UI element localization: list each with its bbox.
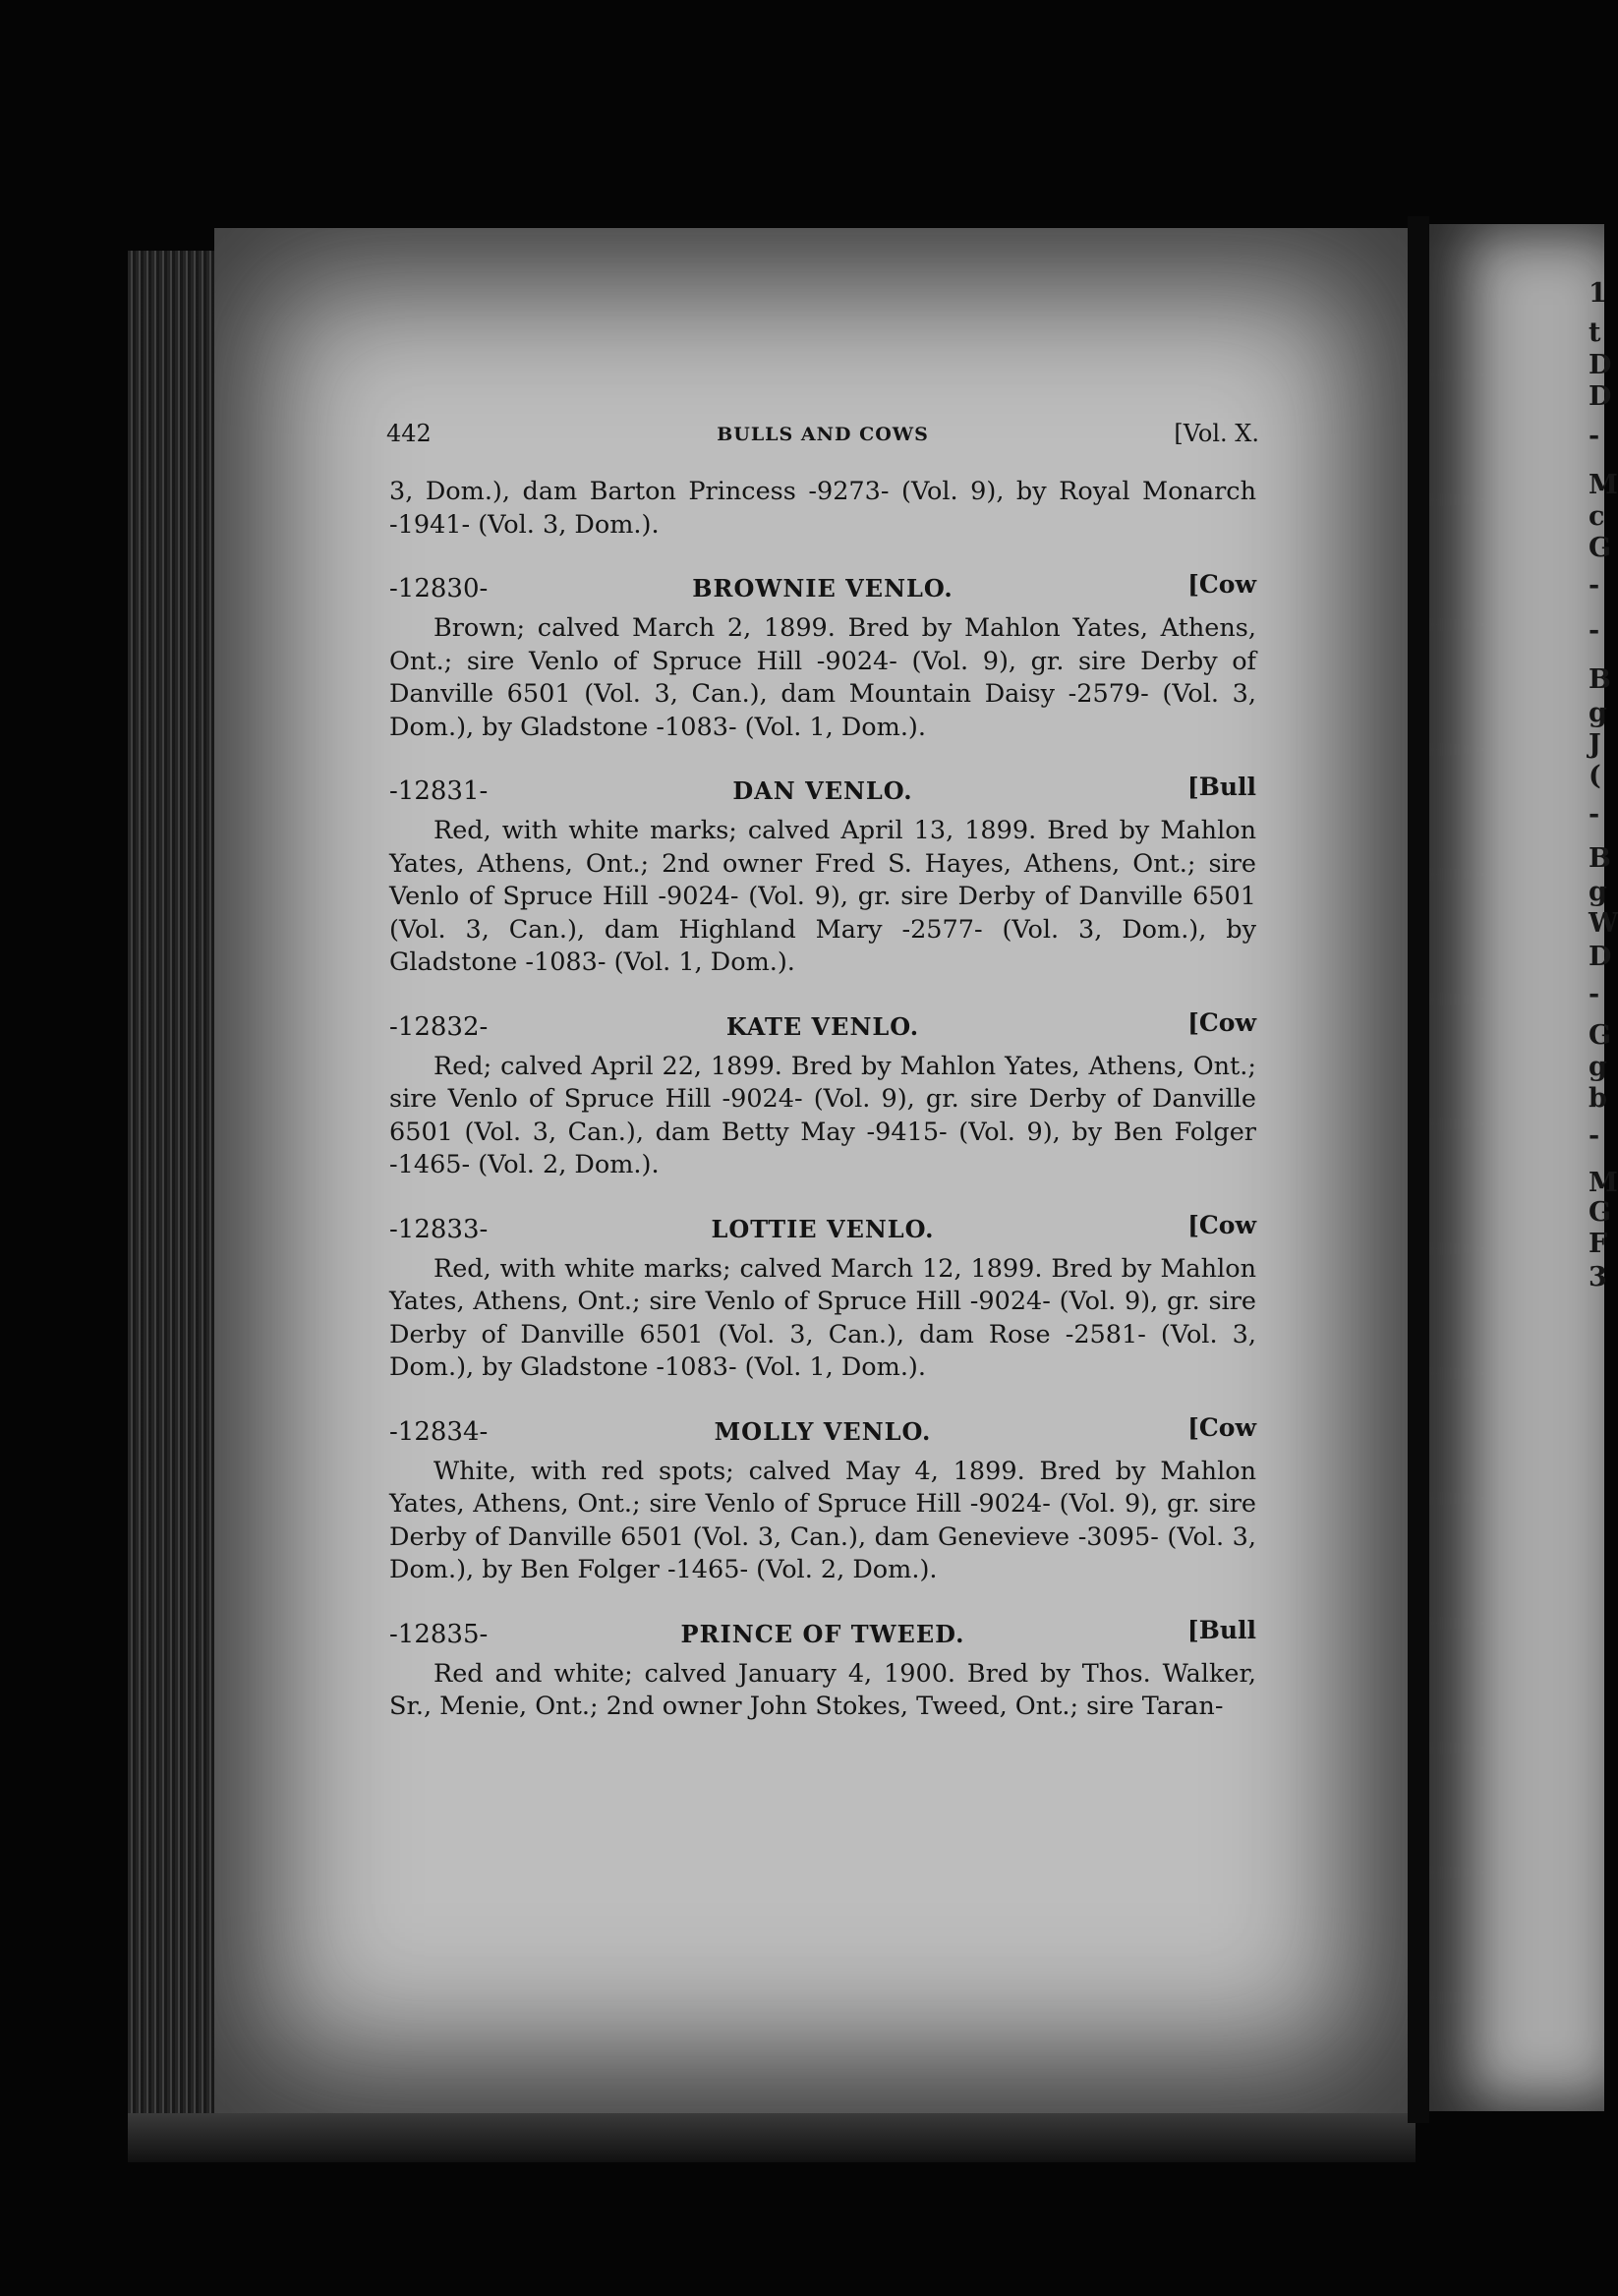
facing-fragment: D (1589, 942, 1612, 972)
sex-label: [Cow (1187, 570, 1256, 599)
facing-fragment: G (1589, 533, 1612, 563)
entry-heading (389, 1007, 1256, 1047)
facing-fragment: - (1589, 1120, 1600, 1151)
animal-name: BROWNIE VENLO. (692, 574, 953, 603)
entry-description: Red, with white marks; calved April 13, 1899. Bred by Mahlon Yates, Athens, Ont.; 2nd owner Fred S. Hayes, Athens, Ont.; sire Venlo of Spruce Hill -9024- (Vol. 9), gr. sire Derby of Danville 6501 (Vol. 3, Can.), dam Highland Mary -2577- (Vol. 3, Dom.), by Gladstone -1083- (Vol. 1, Dom.). (389, 816, 1256, 977)
registry-entry (389, 1007, 1256, 1182)
facing-fragment: B (1589, 843, 1611, 874)
page-number: 442 (386, 420, 432, 447)
registry-entry (389, 1210, 1256, 1385)
registry-entry (389, 569, 1256, 744)
sex-label: [Cow (1187, 1210, 1256, 1239)
facing-fragment: M (1589, 1168, 1618, 1198)
sex-label: [Bull (1186, 1615, 1256, 1644)
animal-name: KATE VENLO. (725, 1011, 920, 1041)
entry-heading (389, 1210, 1256, 1249)
registry-number: -12831- (389, 776, 489, 806)
entry-heading (389, 569, 1256, 608)
entry-description: White, with red spots; calved May 4, 1899. Bred by Mahlon Yates, Athens, Ont.; sire Venlo of Spruce Hill -9024- (Vol. 9), gr. sire Derby of Danville 6501 (Vol. 3, Can.), dam Genevieve -3095- (Vol. 3, Dom.), by Ben Folger -1465- (Vol. 2, Dom.). (389, 1456, 1256, 1584)
entry-description: Red, with white marks; calved March 12, 1899. Bred by Mahlon Yates, Athens, Ont.; sire Venlo of Spruce Hill -9024- (Vol. 9), gr. sire Derby of Danville 6501 (Vol. 3, Can.), dam Rose -2581- (Vol. 3, Dom.), by Gladstone -1083- (Vol. 1, Dom.). (389, 1253, 1256, 1382)
animal-name: MOLLY VENLO. (714, 1416, 932, 1446)
facing-fragment: - (1589, 421, 1600, 451)
running-header (386, 420, 1259, 459)
facing-fragment: g (1589, 1052, 1607, 1082)
book-bottom-edge (128, 2113, 1416, 2162)
registry-number: -12830- (389, 574, 489, 603)
facing-fragment: J (1589, 729, 1601, 760)
registry-number: -12834- (389, 1416, 489, 1447)
facing-fragment: - (1589, 570, 1600, 601)
entry-description: Brown; calved March 2, 1899. Bred by Mahlon Yates, Athens, Ont.; sire Venlo of Spruce Hill -9024- (Vol. 9), gr. sire Derby of Danville 6501 (Vol. 3, Can.), dam Mountain Daisy -2579- (Vol. 3, Dom.), by Gladstone -1083- (Vol. 1, Dom.). (389, 613, 1256, 742)
entry-list (389, 569, 1256, 1724)
facing-fragment: - (1589, 979, 1600, 1009)
registry-entry (389, 1412, 1256, 1587)
facing-fragment: ( (1589, 761, 1601, 791)
facing-fragment: - (1589, 799, 1600, 830)
sex-label: [Cow (1187, 1007, 1256, 1037)
left-page (214, 228, 1409, 2113)
book-page-edges (128, 251, 221, 2113)
facing-fragment: G (1589, 1020, 1612, 1051)
facing-fragment: G (1589, 1197, 1612, 1228)
animal-name: DAN VENLO. (732, 776, 913, 805)
facing-page (1429, 224, 1618, 2111)
page-body (389, 476, 1256, 1724)
facing-fragment: g (1589, 877, 1607, 907)
facing-fragment: 3 (1589, 1262, 1607, 1292)
entry-description: Red; calved April 22, 1899. Bred by Mahlon Yates, Athens, Ont.; sire Venlo of Spruce Hill -9024- (Vol. 9), gr. sire Derby of Danville 6501 (Vol. 3, Can.), dam Betty May -9415- (Vol. 9), by Ben Folger -1465- (Vol. 2, Dom.). (389, 1051, 1256, 1179)
facing-fragment: W (1589, 908, 1618, 939)
registry-entry (389, 772, 1256, 980)
volume-label: [Vol. X. (1174, 420, 1259, 447)
facing-fragment: M (1589, 470, 1618, 500)
registry-number: -12833- (389, 1214, 489, 1244)
sex-label: [Bull (1186, 773, 1256, 801)
animal-name: LOTTIE VENLO. (711, 1214, 935, 1243)
registry-number: -12835- (389, 1619, 489, 1649)
entry-heading (389, 1615, 1256, 1654)
running-title: BULLS AND COWS (717, 424, 929, 445)
facing-fragment: D (1589, 350, 1612, 380)
facing-fragment: g (1589, 698, 1607, 728)
facing-fragment: b (1589, 1083, 1607, 1114)
entry-heading (389, 772, 1256, 811)
facing-fragment: F (1589, 1229, 1608, 1259)
facing-fragment: c (1589, 501, 1605, 532)
book-gutter (1408, 216, 1429, 2123)
facing-fragment: 1 (1589, 278, 1607, 309)
facing-fragment: D (1589, 381, 1612, 412)
continued-text: 3, Dom.), dam Barton Princess -9273- (Vol. 9), by Royal Monarch -1941- (Vol. 3, Dom.). (389, 477, 1256, 540)
entry-heading (389, 1412, 1256, 1452)
animal-name: PRINCE OF TWEED. (680, 1619, 965, 1648)
facing-fragment: - (1589, 615, 1600, 646)
facing-fragment: t (1589, 317, 1601, 348)
sex-label: [Cow (1187, 1412, 1256, 1442)
registry-number: -12832- (389, 1011, 489, 1042)
entry-description: Red and white; calved January 4, 1900. Bred by Thos. Walker, Sr., Menie, Ont.; 2nd owner John Stokes, Tweed, Ont.; sire Taran- (389, 1658, 1256, 1721)
facing-fragment: B (1589, 664, 1611, 695)
registry-entry (389, 1615, 1256, 1724)
